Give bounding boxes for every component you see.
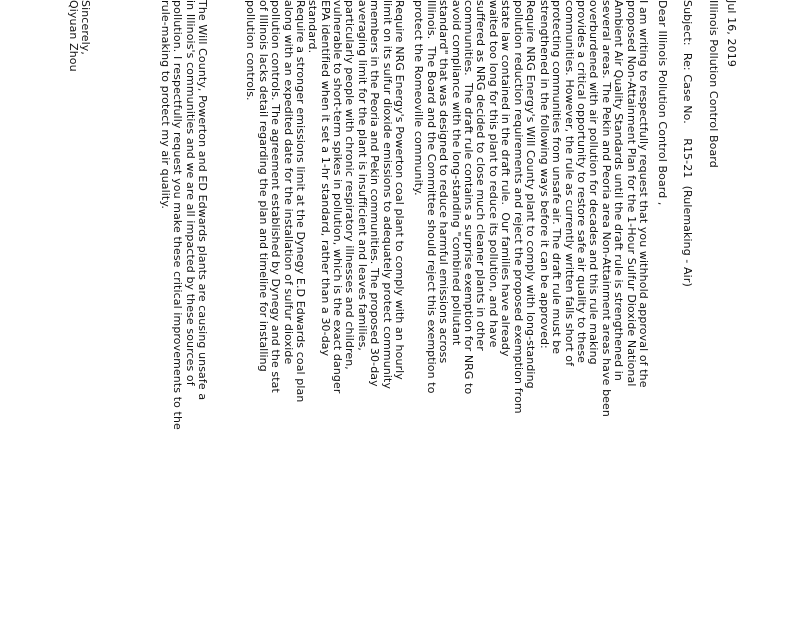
paragraph-line: pollution controls. <box>244 0 258 101</box>
paragraph-line: EPA identified when it set a 1-hr standard, rather than a 30-day <box>318 0 332 357</box>
paragraph-line: vulnerable to short-term spikes in pollution, which is the exact danger <box>331 0 344 394</box>
letter-subject: Subject: Re: Case No. R15-21 (Rulemaking - Air) <box>681 0 694 287</box>
paragraph-line: protect the Romeoville community. <box>412 0 426 196</box>
paragraph-line: strengthened in the following ways before it can be approved: <box>537 0 551 349</box>
paragraph-line: in Illinois's communities and we are all impacted by these sources of <box>183 0 197 386</box>
paragraph-line: communities. The draft rule contains a surprise exemption for NRG to <box>462 0 475 395</box>
paragraph-line: overburdened with air pollution for decades and this rule making <box>587 0 601 365</box>
paragraph-line: limit on its sulfur dioxide emissions to adequately protect community <box>380 0 394 390</box>
paragraph-line: I am writing to respectfully request that you withhold approval of the <box>637 0 650 388</box>
paragraph-line: pollution. I respectfully request you make these critical improvements to the <box>171 0 185 430</box>
paragraph-line: avoid compliance with the long-standing "combined pollutant <box>449 0 463 346</box>
paragraph-line: Illinois. The Board and the Committee should reject this exemption to <box>424 0 438 394</box>
letter-salutation: Dear Illinois Pollution Control Board , <box>656 0 669 206</box>
paragraph-line: averaging limit for the plant is insufficient and leaves families, <box>355 0 369 352</box>
letter-signature: Qiyuan Zhou <box>67 0 80 72</box>
paragraph-line: along with an expedited date for the installation of sulfur dioxide <box>281 0 295 365</box>
letter-date: Jul 16, 2019 <box>725 0 738 67</box>
paragraph-line: Require NRG Energy's Powerton coal plant to comply with an hourly <box>393 0 406 380</box>
paragraph-line: of Illinois lacks detail regarding the plan and timeline for installing <box>256 0 270 372</box>
paragraph-line: pollution reduction requirements and reject the proposed exemption from <box>511 0 525 414</box>
paragraph-line: Require NRG Energy's Will County plant to comply with long-standing <box>524 0 537 389</box>
paragraph-line: several areas. The Pekin and Peoria area Non-Attainment areas have been <box>599 0 613 417</box>
paragraph-line: rule-making to protect my air quality. <box>158 0 172 209</box>
paragraph-line: Require a stronger emissions limit at the Dynegy E.D Edwards coal plan <box>294 0 307 403</box>
paragraph-line: standard" that was designed to reduce harmful emissions across <box>437 0 451 364</box>
paragraph-line: protecting communities from unsafe air. The draft rule must be <box>550 0 564 355</box>
paragraph-line: suffered as NRG decided to close much cleaner plants in other <box>474 0 488 351</box>
paragraph-line: standard. <box>306 0 320 54</box>
paragraph-line: communities. However, the rule as currently written falls short of <box>562 0 576 367</box>
letter-closing: Sincerely, <box>79 0 92 55</box>
paragraph-line: provides a critical opportunity to restore safe air quality to these <box>575 0 588 364</box>
paragraph-line: members in the Peoria and Pekin communities. The proposed 30-day <box>368 0 382 387</box>
paragraph-line: waited too long for this plant to reduce its pollution, and have <box>486 0 500 348</box>
paragraph-line: proposed Non-Attainment Plan for the 1-Hour Sulfur Dioxide National <box>624 0 638 387</box>
paragraph-line: pollution controls. The agreement established by Dynegy and the stat <box>269 0 283 393</box>
paragraph-line: state law contained in the draft rule. Our families have already <box>499 0 513 357</box>
paragraph-line: particularly people with chronic respiratory illnesses and children, <box>343 0 357 370</box>
letter-recipient: Illinois Pollution Control Board <box>707 0 720 168</box>
paragraph-line: Ambient Air Quality Standards until the draft rule is strengthened in <box>612 0 626 381</box>
paragraph-line: The Will County, Powerton and ED Edwards plants are causing unsafe a <box>196 0 209 401</box>
